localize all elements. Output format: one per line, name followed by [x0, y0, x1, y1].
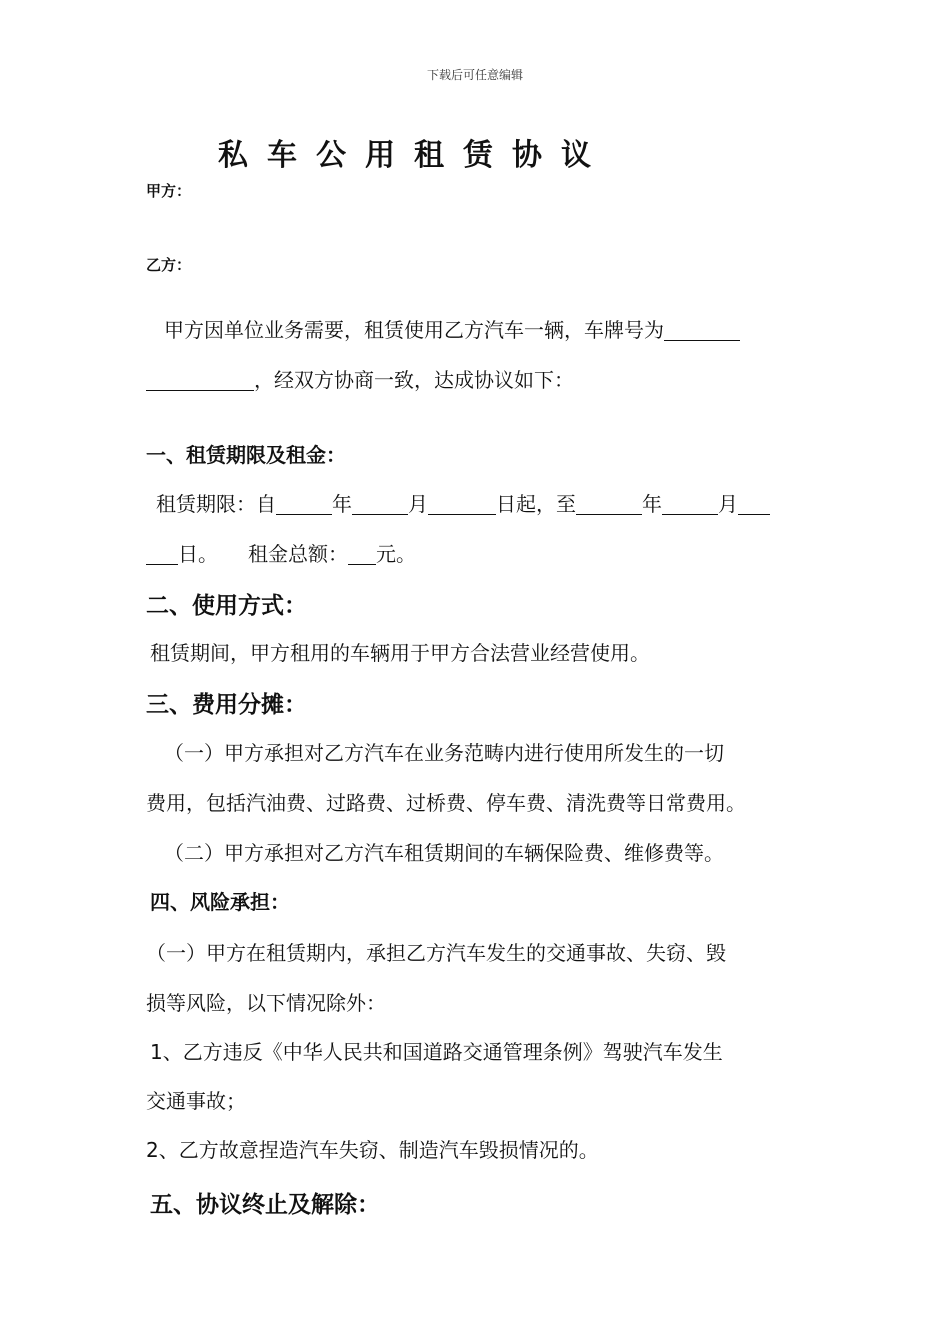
start-day-blank [428, 492, 496, 515]
section-2-text: 租赁期间，甲方租用的车辆用于甲方合法营业经营使用。 [150, 641, 650, 665]
rent-amount-blank [348, 542, 376, 565]
section-3-item-2: （二）甲方承担对乙方汽车租赁期间的车辆保险费、维修费等。 [164, 841, 724, 865]
end-day-blank [738, 492, 770, 515]
party-b-label: 乙方： [146, 256, 192, 274]
rent-label: 租金总额： [248, 542, 348, 566]
month-label: 月 [718, 492, 738, 516]
section-2-heading: 二、使用方式： [146, 593, 307, 619]
section-4-item-1-line-2: 损等风险，以下情况除外： [146, 991, 386, 1015]
document-title: 私车公用租赁协议 [218, 138, 610, 173]
section-3-item-1-line-2: 费用，包括汽油费、过路费、过桥费、停车费、清洗费等日常费用。 [146, 791, 746, 815]
plate-number-blank [664, 318, 740, 341]
plate-number-blank-cont [146, 368, 254, 391]
section-3-heading: 三、费用分摊： [146, 692, 307, 718]
section-4-sub-1-line-1: 1、乙方违反《中华人民共和国道路交通管理条例》驾驶汽车发生 [150, 1040, 723, 1064]
section-4-sub-1-line-2: 交通事故； [146, 1089, 246, 1113]
section-4-sub-2: 2、乙方故意捏造汽车失窃、制造汽车毁损情况的。 [146, 1138, 599, 1162]
end-day-blank-cont [146, 542, 178, 565]
start-year-blank [276, 492, 332, 515]
section-5-heading: 五、协议终止及解除： [150, 1192, 380, 1218]
section-4-item-1-line-1: （一）甲方在租赁期内，承担乙方汽车发生的交通事故、失窃、毁 [146, 941, 726, 965]
header-note: 下载后可任意编辑 [426, 68, 523, 82]
end-month-blank [662, 492, 718, 515]
intro-text-1: 甲方因单位业务需要，租赁使用乙方汽车一辆，车牌号为 [164, 318, 664, 342]
lease-period-line [156, 488, 770, 517]
yuan-label: 元。 [376, 542, 416, 566]
lease-period-line-2 [146, 538, 416, 567]
intro-line-1 [164, 314, 740, 343]
section-1-heading: 一、租赁期限及租金： [146, 443, 346, 467]
party-a-label: 甲方： [146, 182, 192, 200]
day-end-label: 日。 [178, 542, 218, 566]
end-year-blank [576, 492, 642, 515]
month-label: 月 [408, 492, 428, 516]
section-4-heading: 四、风险承担： [150, 890, 290, 914]
day-start-label: 日起，至 [496, 492, 576, 516]
intro-line-2 [146, 364, 574, 393]
section-3-item-1-line-1: （一）甲方承担对乙方汽车在业务范畴内进行使用所发生的一切 [164, 741, 724, 765]
intro-text-2: ，经双方协商一致，达成协议如下： [254, 368, 574, 392]
year-label: 年 [332, 492, 352, 516]
year-label: 年 [642, 492, 662, 516]
period-label: 租赁期限：自 [156, 492, 276, 516]
start-month-blank [352, 492, 408, 515]
